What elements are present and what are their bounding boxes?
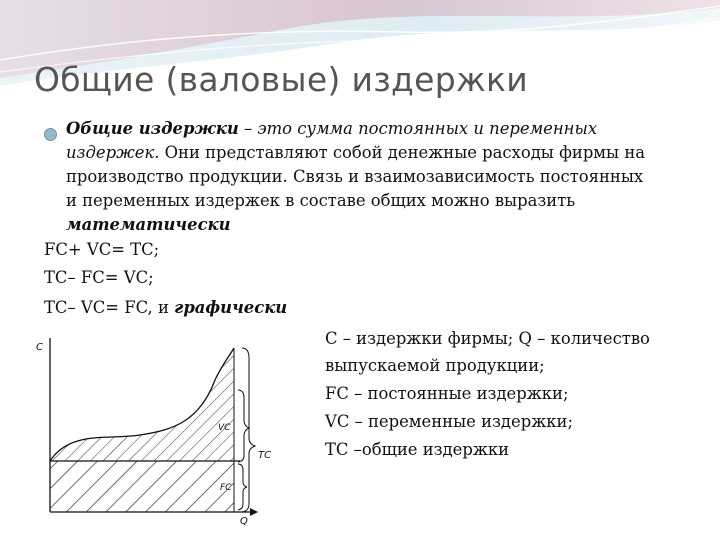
slide-title: Общие (валовые) издержки — [34, 60, 529, 99]
legend-line-1: C – издержки фирмы; Q – количество — [325, 329, 650, 348]
paragraph-text: Они представляют собой денежные расходы фирмы на — [159, 143, 646, 162]
formula-1: FC+ VC= TC; — [44, 240, 160, 259]
term-graphically: графически — [174, 298, 288, 317]
cost-curves-graph — [30, 330, 290, 530]
tc-brace — [242, 348, 255, 512]
x-axis-label: Q — [240, 516, 248, 527]
paragraph-line-4: и переменных издержек в составе общих можно выразить — [66, 191, 576, 210]
y-axis-label: C — [36, 342, 43, 353]
legend-line-4: VC – переменные издержки; — [325, 412, 573, 431]
definition-text: – это сумма постоянных и переменных — [238, 119, 598, 138]
term-mathematically: математически — [66, 215, 231, 234]
fc-brace — [238, 464, 247, 510]
term-total-costs: Общие издержки — [66, 119, 239, 138]
paragraph-line-3: производство продукции. Связь и взаимозависимость постоянных — [66, 167, 644, 186]
legend-line-2: выпускаемой продукции; — [325, 356, 545, 375]
legend-line-3: FC – постоянные издержки; — [325, 384, 569, 403]
paragraph-line-2 — [66, 141, 645, 165]
legend-line-5: TC –общие издержки — [325, 440, 510, 459]
x-axis-arrow — [250, 508, 258, 516]
formula-3-text: TC– VC= FC, и — [44, 298, 175, 317]
fc-area — [50, 461, 234, 512]
vc-area — [50, 348, 234, 461]
bullet-point — [44, 128, 57, 141]
definition-text-end: издержек. — [66, 143, 160, 162]
formula-2: TC– FC= VC; — [44, 268, 154, 287]
paragraph-line-1 — [66, 117, 597, 141]
vc-brace — [238, 390, 249, 462]
fc-label: FC — [220, 483, 232, 493]
paragraph-line-5 — [66, 213, 231, 237]
formula-3 — [44, 296, 287, 320]
tc-label: TC — [258, 450, 272, 461]
vc-label: VC — [218, 423, 231, 433]
